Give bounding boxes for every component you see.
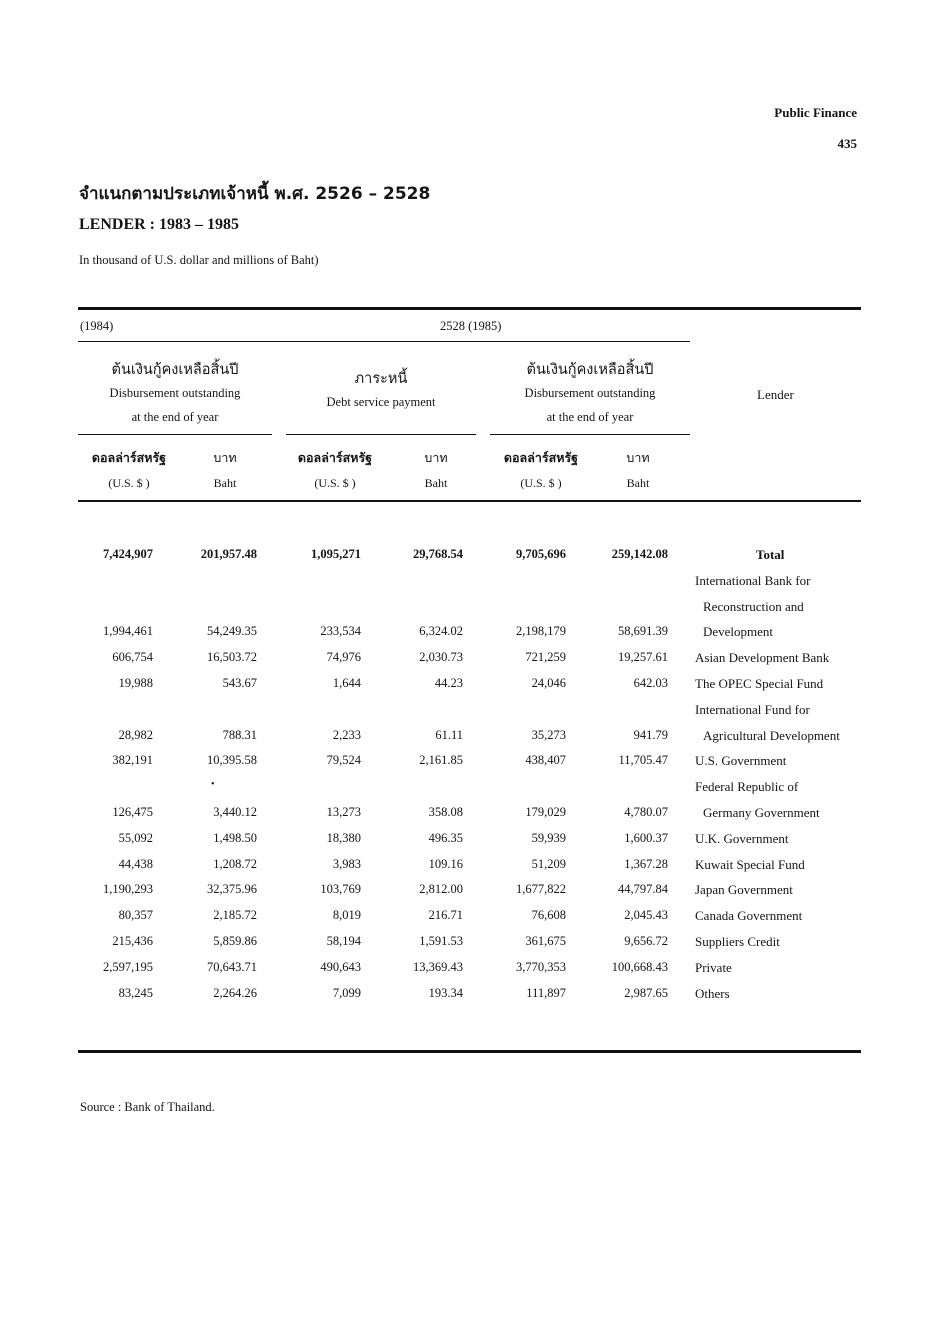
subcol-6-thai: บาท: [626, 450, 650, 465]
table-cell: 8,019: [332, 908, 361, 923]
lender-label: U.K. Government: [695, 830, 789, 846]
table-cell: 44.23: [434, 676, 463, 690]
lender-label: Kuwait Special Fund: [695, 856, 805, 872]
group-1-thai: ต้นเงินกู้คงเหลือสิ้นปี: [111, 362, 239, 378]
lender-label: Suppliers Credit: [695, 934, 780, 949]
table-cell: 83,245: [118, 985, 153, 1000]
table-cell: 35,273: [531, 727, 566, 742]
table-cell: 59,939: [531, 830, 566, 845]
table-bottom-rule: [78, 1050, 861, 1053]
table-cell: 490,643: [320, 959, 361, 974]
table-cell: 13,369.43: [413, 959, 463, 974]
table-cell: 7,424,907: [103, 547, 153, 561]
lender-column-header: Lender: [757, 387, 794, 402]
table-cell: 941.79: [633, 727, 668, 742]
table-cell: 54,249.35: [207, 624, 257, 639]
subcol-1-en: (U.S. $ ): [108, 476, 150, 490]
subcol-usd-debt: [286, 448, 384, 491]
table-cell: 70,643.71: [207, 959, 257, 974]
table-cell: 259,142.08: [611, 547, 668, 561]
group-1-en-line1: Disbursement outstanding: [109, 386, 241, 400]
table-cell: 496.35: [428, 830, 463, 845]
table-cell: 55,092: [118, 830, 153, 845]
table-cell: 103,769: [320, 882, 361, 897]
table-cell: 80,357: [118, 908, 153, 923]
lender-label: Japan Government: [695, 882, 793, 898]
source-note: Source : Bank of Thailand.: [80, 1100, 215, 1114]
subcol-5-thai: ดอลล่าร์สหรัฐ: [503, 450, 579, 465]
table-cell: 100,668.43: [611, 959, 668, 974]
page-number: 435: [837, 136, 857, 151]
table-cell: 1,994,461: [103, 624, 153, 639]
group-1-rule: [78, 434, 272, 435]
lender-label: Reconstruction and: [703, 598, 804, 614]
subcol-4-thai: บาท: [424, 450, 448, 465]
table-cell: 438,407: [525, 753, 566, 768]
table-cell: 543.67: [222, 676, 257, 690]
table-cell: 201,957.48: [200, 547, 257, 561]
table-cell: 19,988: [118, 676, 153, 690]
table-cell: 126,475: [112, 805, 153, 819]
table-cell: 58,691.39: [618, 624, 668, 639]
subcol-2-en: Baht: [213, 476, 237, 490]
subcol-usd-1984: [80, 448, 178, 491]
table-cell: 1,498.50: [213, 830, 257, 845]
group-header-debt-service: [286, 367, 476, 410]
table-cell: 1,367.28: [624, 856, 668, 871]
lender-label: Asian Development Bank: [695, 650, 830, 666]
table-cell: 2,264.26: [213, 985, 257, 1000]
group-3-en-line1: Disbursement outstanding: [524, 386, 656, 400]
table-cell: 24,046: [531, 676, 566, 690]
table-cell: 2,198,179: [516, 624, 566, 639]
table-cell: 382,191: [112, 753, 153, 768]
table-cell: 74,976: [326, 650, 361, 665]
lender-label: International Bank for: [695, 572, 811, 588]
table-cell: 19,257.61: [618, 650, 668, 665]
stray-mark: •: [211, 779, 215, 790]
table-cell: 3,440.12: [213, 805, 257, 819]
table-cell: 2,987.65: [624, 985, 668, 1000]
table-cell: 61.11: [435, 727, 463, 742]
running-header-section: Public Finance: [774, 105, 857, 120]
year-left-label: (1984): [80, 319, 114, 333]
table-cell: 9,705,696: [516, 547, 566, 561]
table-cell: 44,797.84: [618, 882, 668, 897]
unit-note: In thousand of U.S. dollar and millions of Baht): [79, 253, 319, 267]
lender-label: Total: [756, 547, 785, 562]
table-cell: 1,190,293: [103, 882, 153, 897]
subcol-usd-1985: [492, 448, 590, 491]
group-header-disbursement-1985: [490, 358, 690, 425]
year-rule: [78, 341, 690, 342]
table-cell: 11,705.47: [618, 753, 668, 768]
lender-label: Germany Government: [703, 805, 820, 820]
table-cell: 2,185.72: [213, 908, 257, 923]
table-top-rule: [78, 307, 861, 310]
table-cell: 179,029: [525, 805, 566, 819]
table-cell: 32,375.96: [207, 882, 257, 897]
subcol-3-thai: ดอลล่าร์สหรัฐ: [297, 450, 373, 465]
title-en: LENDER : 1983 – 1985: [79, 216, 240, 233]
table-cell: 18,380: [326, 830, 361, 845]
table-cell: 2,045.43: [624, 908, 668, 923]
lender-label: Development: [703, 624, 774, 640]
table-cell: 3,983: [332, 856, 361, 871]
group-3-rule: [490, 434, 690, 435]
table-cell: 2,030.73: [419, 650, 463, 665]
table-cell: 29,768.54: [413, 547, 463, 561]
table-cell: 51,209: [531, 856, 566, 871]
table-cell: 193.34: [428, 985, 463, 1000]
lender-label: International Fund for: [695, 701, 810, 717]
table-cell: 79,524: [326, 753, 361, 768]
table-cell: 2,597,195: [103, 959, 153, 974]
table-cell: 13,273: [326, 805, 361, 819]
table-cell: 76,608: [531, 908, 566, 923]
table-cell: 109.16: [428, 856, 463, 871]
group-header-disbursement-1984: [78, 358, 272, 425]
group-3-thai: ต้นเงินกู้คงเหลือสิ้นปี: [526, 362, 654, 378]
table-cell: 7,099: [332, 985, 361, 1000]
subcol-1-thai: ดอลล่าร์สหรัฐ: [91, 450, 167, 465]
subcol-baht-1985: [608, 448, 668, 491]
table-cell: 1,095,271: [311, 547, 361, 561]
lender-label: Others: [695, 985, 730, 1001]
table-cell: 2,161.85: [419, 753, 463, 768]
table-cell: 9,656.72: [624, 934, 668, 948]
subcol-2-thai: บาท: [213, 450, 237, 465]
table-cell: 6,324.02: [419, 624, 463, 639]
table-cell: 4,780.07: [624, 805, 668, 819]
subcol-3-en: (U.S. $ ): [314, 476, 356, 490]
table-cell: 2,812.00: [419, 882, 463, 897]
title-thai: จำแนกตามประเภทเจ้าหนี้ พ.ศ. 2526 – 2528: [79, 184, 431, 204]
table-cell: 1,677,822: [516, 882, 566, 897]
lender-label: U.S. Government: [695, 753, 787, 769]
subcol-4-en: Baht: [424, 476, 448, 490]
group-1-en-line2: at the end of year: [131, 410, 219, 424]
table-cell: 606,754: [112, 650, 153, 665]
table-cell: 10,395.58: [207, 753, 257, 768]
table-cell: 1,644: [332, 676, 361, 690]
table-cell: 361,675: [525, 934, 566, 948]
subcol-baht-debt: [406, 448, 466, 491]
group-3-en-line2: at the end of year: [546, 410, 634, 424]
group-2-en-line1: Debt service payment: [326, 395, 436, 409]
table-cell: 2,233: [332, 727, 361, 742]
subcol-6-en: Baht: [626, 476, 650, 490]
group-2-thai: ภาระหนี้: [354, 371, 408, 387]
table-cell: 721,259: [525, 650, 566, 665]
header-bottom-rule: [78, 500, 861, 502]
lender-label: The OPEC Special Fund: [695, 676, 824, 691]
table-cell: 358.08: [428, 805, 463, 819]
table-cell: 233,534: [320, 624, 361, 639]
table-cell: 58,194: [326, 934, 361, 948]
table-cell: 44,438: [118, 856, 153, 871]
subcol-5-en: (U.S. $ ): [520, 476, 562, 490]
year-center-label: 2528 (1985): [440, 319, 502, 333]
table-cell: 215,436: [112, 934, 153, 948]
table-cell: 111,897: [526, 985, 566, 1000]
table-cell: 1,591.53: [419, 934, 463, 948]
lender-label: Federal Republic of: [695, 779, 799, 795]
table-cell: 5,859.86: [213, 934, 257, 948]
table-cell: 1,600.37: [624, 830, 668, 845]
table-cell: 1,208.72: [213, 856, 257, 871]
table-cell: 28,982: [118, 727, 153, 742]
lender-label: Canada Government: [695, 908, 803, 924]
table-cell: 216.71: [428, 908, 463, 923]
table-cell: 642.03: [633, 676, 668, 690]
group-2-rule: [286, 434, 476, 435]
lender-label: Agricultural Development: [703, 727, 840, 743]
lender-label: Private: [695, 959, 732, 975]
table-cell: 3,770,353: [516, 959, 566, 974]
subcol-baht-1984: [196, 448, 254, 491]
table-cell: 16,503.72: [207, 650, 257, 665]
table-cell: 788.31: [222, 727, 257, 742]
